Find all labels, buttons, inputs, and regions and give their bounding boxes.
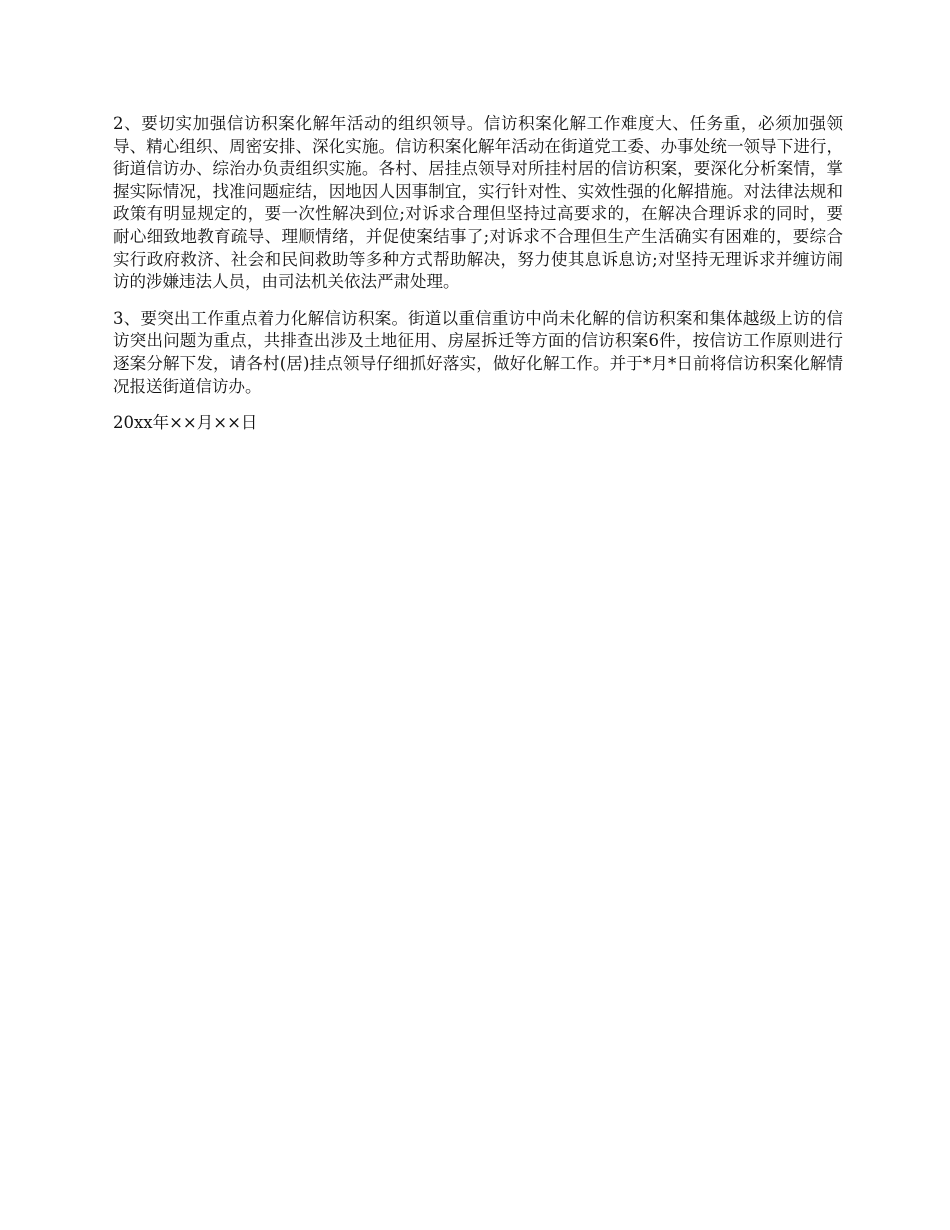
paragraph-3: 3、要突出工作重点着力化解信访积案。街道以重信重访中尚未化解的信访积案和集体越级上访的信访突出问题为重点，共排查出涉及土地征用、房屋拆迁等方面的信访积案6件，按信访工作原则进行逐案分解下发，请各村(居)挂点领导仔细抓好落实，做好化解工作。并于*月*日前将信访积案化解情况报送街道信访办。 bbox=[113, 308, 843, 396]
document-date: 20xx年××月××日 bbox=[113, 413, 258, 433]
paragraph-2: 2、要切实加强信访积案化解年活动的组织领导。信访积案化解工作难度大、任务重，必须加强领导、精心组织、周密安排、深化实施。信访积案化解年活动在街道党工委、办事处统一领导下进行，街道信访办、综治办负责组织实施。各村、居挂点领导对所挂村居的信访积案，要深化分析案情，掌握实际情况，找准问题症结，因地因人因事制宜，实行针对性、实效性强的化解措施。对法律法规和政策有明显规定的，要一次性解决到位;对诉求合理但坚持过高要求的，在解决合理诉求的同时，要耐心细致地教育疏导、理顺情绪，并促使案结事了;对诉求不合理但生产生活确实有困难的，要综合实行政府救济、社会和民间救助等多种方式帮助解决，努力使其息诉息访;对坚持无理诉求并缠访闹访的涉嫌违法人员，由司法机关依法严肃处理。 bbox=[113, 114, 843, 292]
document-body bbox=[113, 113, 843, 435]
